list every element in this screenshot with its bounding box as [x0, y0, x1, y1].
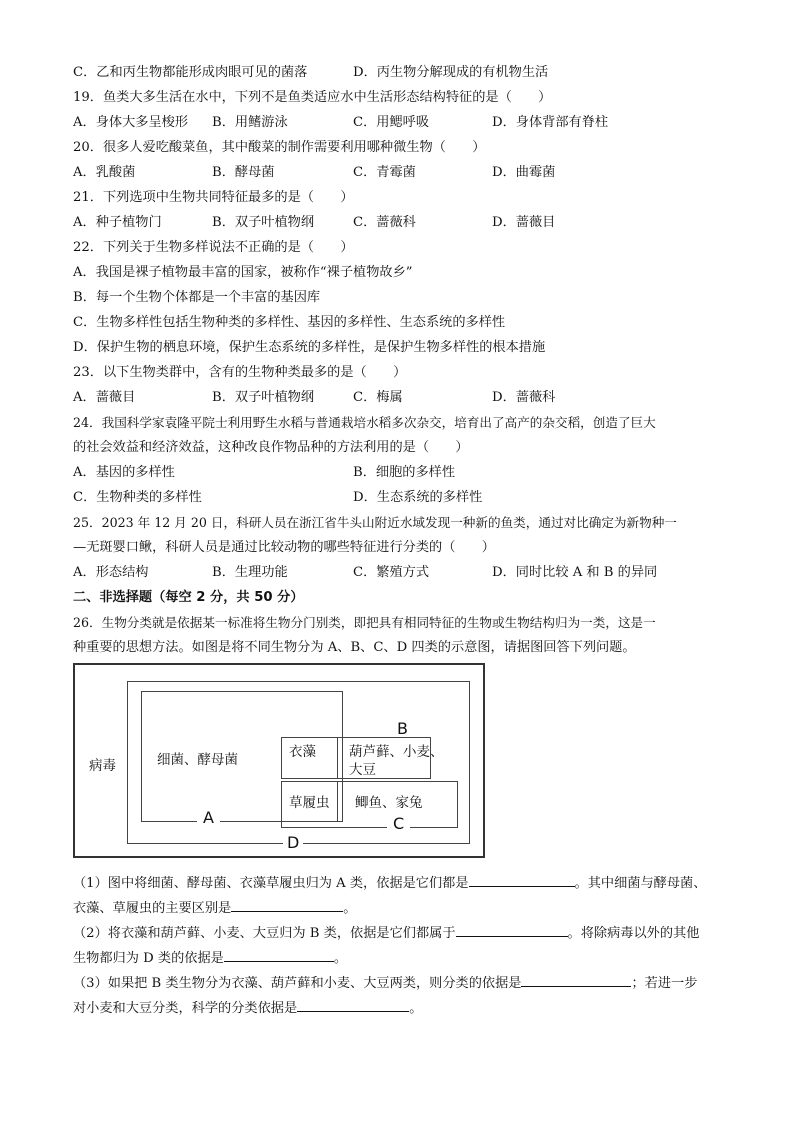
q21-option-c: C．蔷薇科 — [353, 215, 416, 230]
paramecium-label: 草履虫 — [289, 795, 330, 811]
q24-option-d: D．生态系统的多样性 — [353, 490, 483, 505]
answer-blank[interactable] — [469, 872, 575, 887]
question-23: 23．以下生物类群中，含有的生物种类最多的是（ ） — [73, 365, 407, 380]
question-22: 22．下列关于生物多样说法不正确的是（ ） — [73, 240, 354, 255]
animals-label: 鲫鱼、家兔 — [355, 795, 423, 811]
q25-option-b: B．生理功能 — [212, 565, 288, 580]
sub-question-1-text: （1）图中将细菌、酵母菌、衣藻草履虫归为 A 类，依据是它们都是 — [73, 876, 469, 891]
question-21: 21．下列选项中生物共同特征最多的是（ ） — [73, 190, 354, 205]
sub-question-2-line2 — [73, 947, 347, 968]
q21-option-d: D．蔷薇目 — [492, 215, 556, 230]
answer-blank[interactable] — [521, 972, 631, 987]
question-25-line1: 25．2023 年 12 月 20 日，科研人员在浙江省牛头山附近水域发现一种新的鱼类，通过对比确定为新物种一 — [73, 515, 677, 530]
q24-option-b: B．细胞的多样性 — [353, 465, 456, 480]
q23-option-b: B．双子叶植物纲 — [212, 390, 315, 405]
q21-option-a: A．种子植物门 — [73, 215, 162, 230]
question-20: 20．很多人爱吃酸菜鱼，其中酸菜的制作需要利用哪种微生物（ ） — [73, 140, 486, 155]
question-25-line2: —无斑婴口鳅，科研人员是通过比较动物的哪些特征进行分类的（ ） — [73, 540, 495, 555]
q20-option-b: B．酵母菌 — [212, 165, 275, 180]
q25-option-a: A．形态结构 — [73, 565, 149, 580]
sub-question-2-text-2: 。将除病毒以外的其他 — [567, 926, 700, 941]
q20-option-c: C．青霉菌 — [353, 165, 416, 180]
q23-option-a: A．蔷薇目 — [73, 390, 136, 405]
sub-question-3-line1 — [73, 972, 697, 993]
q19-option-c: C．用鳃呼吸 — [353, 115, 430, 130]
question-24-line1: 24．我国科学家袁隆平院士利用野生水稻与普通栽培水稻多次杂交，培育出了高产的杂交稻，创造了巨大 — [73, 415, 656, 430]
q25-option-d: D．同时比较 A 和 B 的异同 — [492, 565, 658, 580]
q19-option-a: A．身体大多呈梭形 — [73, 115, 189, 130]
q22-option-d: D．保护生物的栖息环境，保护生态系统的多样性，是保护生物多样性的根本措施 — [73, 340, 546, 355]
sub-question-2-text: （2）将衣藻和葫芦藓、小麦、大豆归为 B 类，依据是它们都属于 — [73, 926, 456, 941]
sub-question-2-end: 。 — [333, 951, 348, 966]
label-d: D — [283, 835, 303, 851]
q20-option-a: A．乳酸菌 — [73, 165, 136, 180]
question-26-line1: 26．生物分类就是依据某一标准将生物分门别类，即把具有相同特征的生物或生物结构归为一类，这是一 — [73, 615, 656, 630]
q24-option-a: A．基因的多样性 — [73, 465, 175, 480]
option-c-line: C．乙和丙生物都能形成肉眼可见的菌落 — [73, 65, 308, 80]
bacteria-label: 细菌、酵母菌 — [157, 752, 238, 768]
label-c: C — [387, 816, 410, 832]
question-26-line2: 种重要的思想方法。如图是将不同生物分为 A、B、C、D 四类的示意图，请据图回答下列问题。 — [73, 640, 636, 655]
answer-blank[interactable] — [297, 997, 409, 1012]
answer-blank[interactable] — [456, 922, 568, 937]
classification-figure — [73, 663, 485, 858]
q19-option-b: B．用鳍游泳 — [212, 115, 288, 130]
divider-b — [337, 737, 338, 779]
sub-question-1-text-2: 。其中细菌与酵母菌、 — [574, 876, 707, 891]
algae-label: 衣藻 — [289, 744, 316, 760]
sub-question-1-line2 — [73, 897, 356, 918]
virus-label: 病毒 — [89, 758, 116, 774]
sub-question-2-line1 — [73, 922, 699, 943]
plants-label-2: 大豆 — [349, 762, 376, 778]
question-19: 19．鱼类大多生活在水中，下列不是鱼类适应水中生活形态结构特征的是（ ） — [73, 90, 552, 105]
q21-option-b: B．双子叶植物纲 — [212, 215, 315, 230]
q23-option-c: C．梅属 — [353, 390, 403, 405]
answer-blank[interactable] — [231, 897, 343, 912]
q23-option-d: D．蔷薇科 — [492, 390, 556, 405]
label-a: A — [197, 810, 220, 826]
sub-question-2-text-3: 生物都归为 D 类的依据是 — [73, 951, 224, 966]
plants-label: 葫芦藓、小麦、 — [349, 744, 444, 760]
sub-question-3-text-2: ；若进一步 — [631, 976, 698, 991]
q19-option-d: D．身体背部有脊柱 — [492, 115, 609, 130]
section-heading: 二、非选择题（每空 2 分，共 50 分） — [73, 590, 304, 605]
q22-option-c: C．生物多样性包括生物种类的多样性、基因的多样性、生态系统的多样性 — [73, 315, 506, 330]
sub-question-3-end: 。 — [409, 1001, 423, 1016]
q22-option-b: B．每一个生物个体都是一个丰富的基因库 — [73, 290, 321, 305]
label-b: B — [397, 719, 408, 738]
answer-blank[interactable] — [224, 947, 334, 962]
q24-option-c: C．生物种类的多样性 — [73, 490, 202, 505]
sub-question-3-text: （3）如果把 B 类生物分为衣藻、葫芦藓和小麦、大豆两类，则分类的依据是 — [73, 976, 522, 991]
sub-question-1-end: 。 — [343, 901, 357, 916]
q22-option-a: A．我国是裸子植物最丰富的国家，被称作“裸子植物故乡” — [73, 265, 413, 280]
sub-question-1-line1 — [73, 872, 706, 893]
question-24-line2: 的社会效益和经济效益，这种改良作物品种的方法利用的是（ ） — [73, 440, 469, 455]
sub-question-3-line2 — [73, 997, 422, 1018]
sub-question-3-text-3: 对小麦和大豆分类，科学的分类依据是 — [73, 1001, 298, 1016]
option-d-line: D．丙生物分解现成的有机物生活 — [353, 65, 549, 80]
q25-option-c: C．繁殖方式 — [353, 565, 430, 580]
sub-question-1-text-3: 衣藻、草履虫的主要区别是 — [73, 901, 232, 916]
divider-c — [337, 781, 338, 821]
q20-option-d: D．曲霉菌 — [492, 165, 556, 180]
